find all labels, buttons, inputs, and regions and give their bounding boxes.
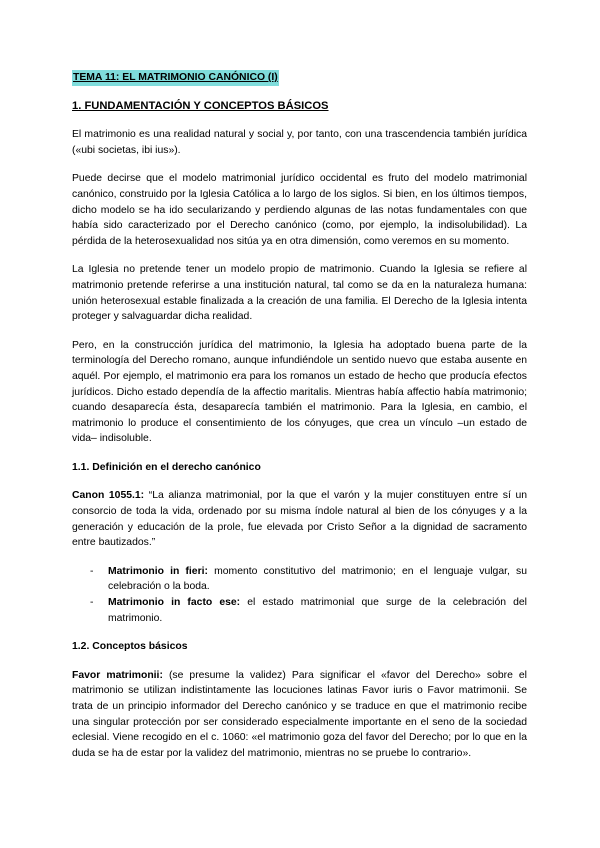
canon-paragraph bbox=[72, 488, 527, 550]
favor-label: Favor matrimonii: bbox=[72, 669, 163, 681]
bullet-dash: - bbox=[90, 597, 94, 609]
document-title: TEMA 11: EL MATRIMONIO CANÓNICO (I) bbox=[72, 70, 279, 86]
list-item bbox=[72, 564, 527, 595]
subsection-heading-1-1: 1.1. Definición en el derecho canónico bbox=[72, 461, 261, 473]
bullet-list bbox=[72, 564, 527, 626]
bullet-term: Matrimonio in facto ese: bbox=[108, 597, 241, 609]
bullet-text: momento constitutivo del matrimonio; en el lenguaje vulgar, su celebración o la boda. bbox=[108, 565, 527, 593]
bullet-text: el estado matrimonial que surge de la celebración del matrimonio. bbox=[108, 597, 527, 624]
paragraph-3: La Iglesia no pretende tener un modelo propio de matrimonio. Cuando la Iglesia se refiere al matrimonio pretende referirse a una institución natural, tal como se da en la naturaleza humana: unión heterosexual estable finalizada a la creación de una familia. El Derecho de la Iglesia intenta proteger y salvaguardar dicha realidad. bbox=[72, 264, 527, 323]
canon-text: “La alianza matrimonial, por la que el varón y la mujer constituyen entre sí un consorcio de toda la vida, ordenado por su misma índole natural al bien de los cónyuges y a la generación y educación de la prole, fue elevada por Cristo Señor a la dignidad de sacramento entre bautizados.” bbox=[72, 490, 528, 549]
title-line bbox=[72, 70, 527, 86]
bullet-dash: - bbox=[90, 565, 94, 577]
document-page bbox=[72, 70, 527, 761]
bullet-term: Matrimonio in fieri: bbox=[108, 565, 208, 577]
list-item bbox=[72, 595, 527, 626]
paragraph-4: Pero, en la construcción jurídica del matrimonio, la Iglesia ha adoptado buena parte de la terminología del Derecho romano, aunque infundiéndole un sentido nuevo que estaba ausente en aquél. Por ejemplo, el matrimonio era para los romanos un estado de hecho que producía efectos jurídicos. Dicho estado dependía de la affectio maritalis. Mientras había affectio había matrimonio; cuando desaparecía ésta, desaparecía también el matrimonio. Para la Iglesia, en cambio, el matrimonio lo produce el consentimiento de los cónyuges, que crea un vínculo –un estado de vida– indisoluble. bbox=[72, 339, 527, 445]
canon-label: Canon 1055.1: bbox=[72, 490, 145, 502]
paragraph-1: El matrimonio es una realidad natural y social y, por tanto, con una trascendencia también jurídica («ubi societas, ibi ius»). bbox=[72, 129, 527, 156]
favor-text: (se presume la validez) Para significar el «favor del Derecho» sobre el matrimonio se utilizan indistintamente las locuciones latinas Favor iuris o Favor matrimonii. Se trata de un principio informador del Derecho canónico y se traduce en que el matrimonio recibe una singular protección por ser considerado especialmente importante en el seno de la sociedad eclesial. Viene recogido en el c. 1060: «el matrimonio goza del favor del Derecho; por lo que en la duda se ha de estar por la validez del matrimonio, mientras no se pruebe lo contrario». bbox=[72, 669, 527, 759]
favor-paragraph bbox=[72, 668, 527, 762]
paragraph-2: Puede decirse que el modelo matrimonial jurídico occidental es fruto del modelo matrimonial canónico, construido por la Iglesia Católica a lo largo de los siglos. Si bien, en los últimos tiempos, dicho modelo se ha ido secularizando y perdiendo algunas de las notas fundamentales con que había sido caracterizado por el Derecho canónico (como, por ejemplo, la indisolubilidad). La pérdida de la heterosexualidad nos sitúa ya en otra dimensión, como veremos en su momento. bbox=[72, 173, 527, 247]
subsection-heading-1-2: 1.2. Conceptos básicos bbox=[72, 641, 188, 653]
section-heading-1: 1. FUNDAMENTACIÓN Y CONCEPTOS BÁSICOS bbox=[72, 99, 329, 112]
